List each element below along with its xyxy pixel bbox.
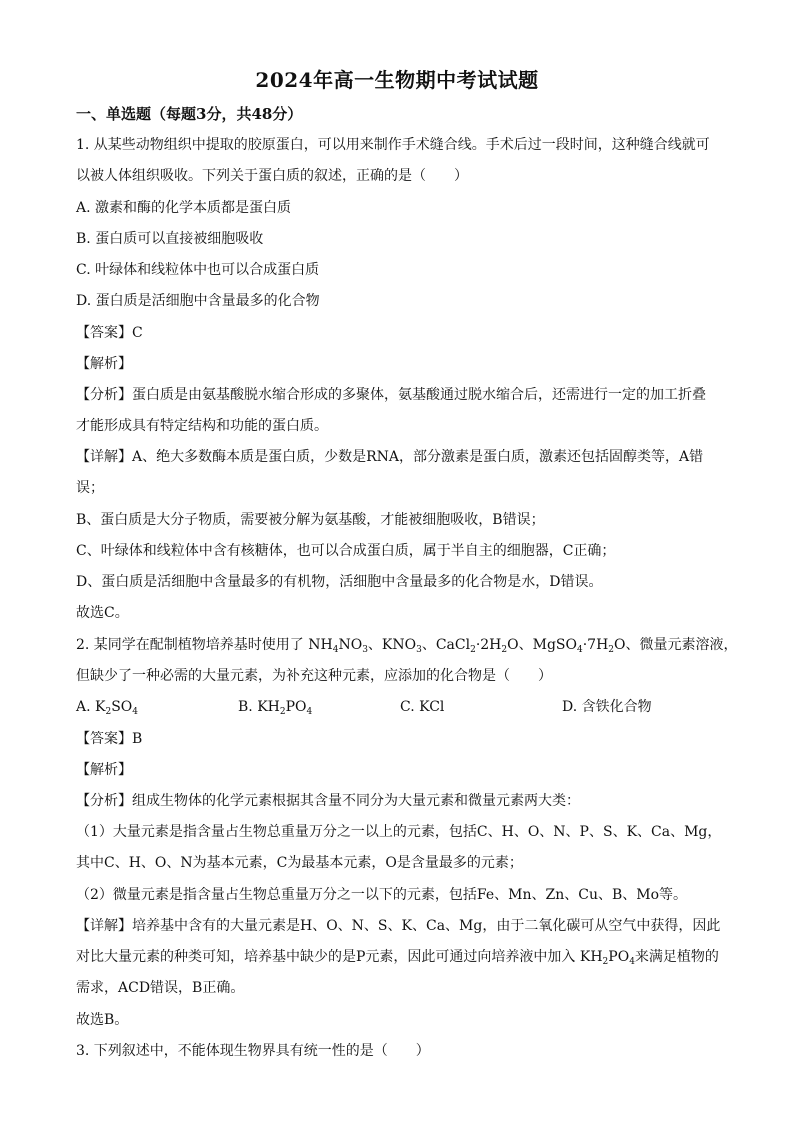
q2-detail-line1: 【详解】培养基中含有的大量元素是H、O、N、S、K、Ca、Mg，由于二氧化碳可从空气中获得，因此 xyxy=(76,918,721,934)
q2-analysis-line3: 其中C、H、O、N为基本元素，C为最基本元素，O是含量最多的元素； xyxy=(76,855,523,871)
q1-option-b: B. 蛋白质可以直接被细胞吸收 xyxy=(76,231,264,247)
q2-detail-line3: 需求，ACD错误，B正确。 xyxy=(76,980,245,996)
q2-stem-line2: 但缺少了一种必需的大量元素，为补充这种元素，应添加的化合物是（ ） xyxy=(76,668,552,684)
q2-conclusion: 故选B。 xyxy=(76,1012,129,1028)
q1-analysis-line1: 【分析】蛋白质是由氨基酸脱水缩合形成的多聚体，氨基酸通过脱水缩合后，还需进行一定的加工折叠 xyxy=(76,387,706,403)
q2-detail-line2: 对比大量元素的种类可知，培养基中缺少的是P元素，因此可通过向培养液中加入 $KH_2PO_4$来满足植物的 xyxy=(76,949,719,967)
q1-detail-d: D、蛋白质是活细胞中含量最多的有机物，活细胞中含量最多的化合物是水，D错误。 xyxy=(76,574,603,590)
q2-jiexi-label: 【解析】 xyxy=(76,762,132,778)
q2-option-a: A. $K_2SO_4$ xyxy=(76,699,139,717)
q1-option-d: D. 蛋白质是活细胞中含量最多的化合物 xyxy=(76,293,320,309)
page-title: 2024年高一生物期中考试试题 xyxy=(255,68,539,92)
q1-detail-b: B、蛋白质是大分子物质，需要被分解为氨基酸，才能被细胞吸收，B错误； xyxy=(76,512,545,528)
q3-stem: 3. 下列叙述中，不能体现生物界具有统一性的是（ ） xyxy=(76,1043,430,1059)
q2-answer: 【答案】B xyxy=(76,731,143,747)
q1-detail-line2: 误； xyxy=(76,480,104,496)
q2-analysis-line1: 【分析】组成生物体的化学元素根据其含量不同分为大量元素和微量元素两大类： xyxy=(76,793,580,809)
q2-option-c: C. KCl xyxy=(400,699,445,715)
q1-option-c: C. 叶绿体和线粒体中也可以合成蛋白质 xyxy=(76,262,320,278)
q1-stem-line2: 以被人体组织吸收。下列关于蛋白质的叙述，正确的是（ ） xyxy=(76,168,468,184)
q2-analysis-line2: （1）大量元素是指含量占生物总重量万分之一以上的元素，包括C、H、O、N、P、S、K、Ca、Mg， xyxy=(76,824,722,840)
q1-answer: 【答案】C xyxy=(76,325,143,341)
q1-option-a: A. 激素和酶的化学本质都是蛋白质 xyxy=(76,200,292,216)
q2-analysis-line4: （2）微量元素是指含量占生物总重量万分之一以下的元素，包括Fe、Mn、Zn、Cu、B、Mo等。 xyxy=(76,887,688,903)
q1-jiexi-label: 【解析】 xyxy=(76,356,132,372)
q1-detail-c: C、叶绿体和线粒体中含有核糖体，也可以合成蛋白质，属于半自主的细胞器，C正确； xyxy=(76,543,616,559)
q1-stem-line1: 1. 从某些动物组织中提取的胶原蛋白，可以用来制作手术缝合线。手术后过一段时间，这种缝合线就可 xyxy=(76,137,710,153)
section-heading: 一、单选题（每题3分，共48分） xyxy=(76,105,303,123)
q2-stem-line1: 2. 某同学在配制植物培养基时使用了 $NH_4NO_3$、$KNO_3$、$CaCl_2\cdot 2H_2O$、$MgSO_4\cdot 7H_2O$、微量元素溶液， xyxy=(76,637,738,655)
q2-option-d: D. 含铁化合物 xyxy=(562,699,652,715)
q1-analysis-line2: 才能形成具有特定结构和功能的蛋白质。 xyxy=(76,418,328,434)
q2-option-b: B. $KH_2PO_4$ xyxy=(238,699,313,717)
q1-conclusion: 故选C。 xyxy=(76,605,129,621)
q1-detail-line1: 【详解】A、绝大多数酶本质是蛋白质，少数是RNA，部分激素是蛋白质，激素还包括固醇类等，A错 xyxy=(76,449,704,465)
